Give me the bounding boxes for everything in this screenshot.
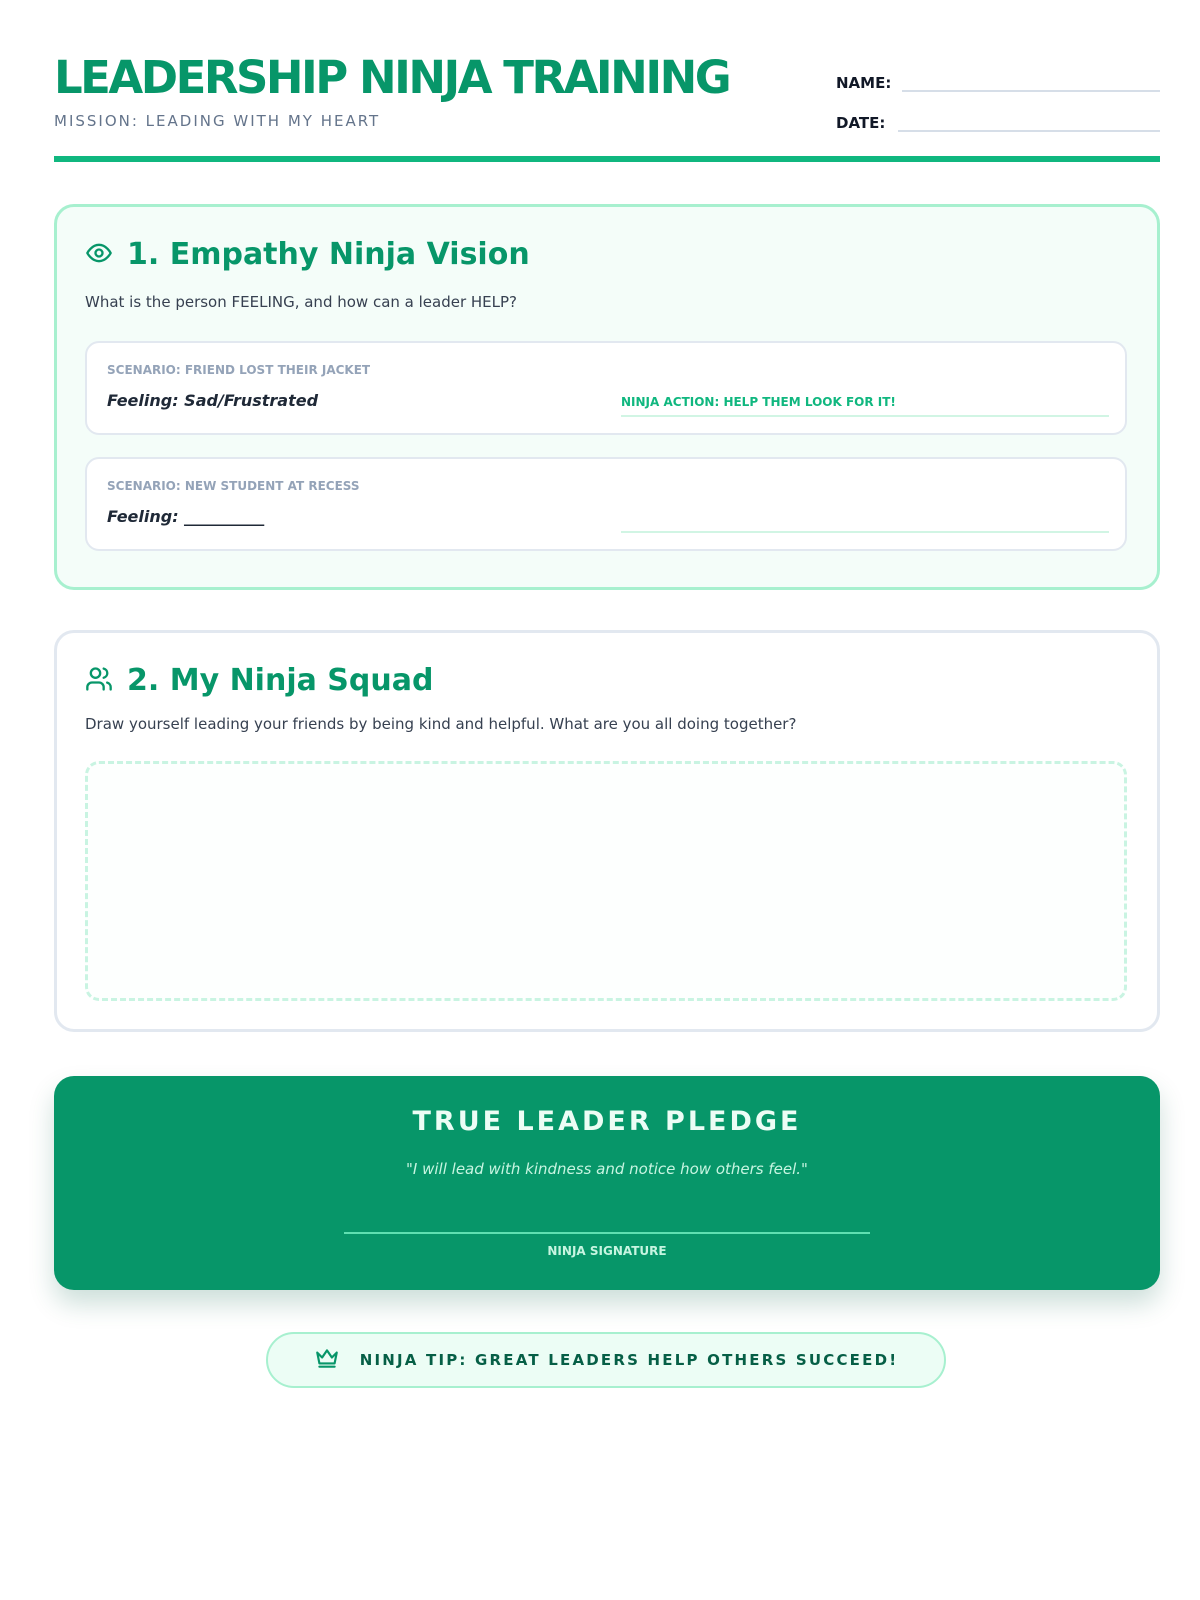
pledge-quote: "I will lead with kindness and notice how others feel." — [406, 1160, 808, 1178]
date-label: DATE: — [836, 114, 886, 132]
scenario-action-line[interactable] — [621, 511, 1109, 533]
drawing-area[interactable] — [85, 761, 1127, 1001]
scenario-label: SCENARIO: NEW STUDENT AT RECESS — [107, 479, 360, 493]
empathy-section-description: What is the person FEELING, and how can a leader HELP? — [85, 293, 518, 311]
name-input-line[interactable] — [902, 70, 1160, 92]
ninja-squad-section-title: 2. My Ninja Squad — [127, 663, 434, 698]
date-field — [836, 110, 1160, 132]
ninja-squad-section-header — [85, 663, 433, 698]
page-subtitle: MISSION: LEADING WITH MY HEART — [54, 112, 381, 130]
name-field — [836, 70, 1160, 92]
ninja-squad-section — [54, 630, 1160, 1032]
header-divider — [54, 156, 1160, 162]
empathy-section-title: 1. Empathy Ninja Vision — [127, 237, 530, 272]
worksheet-header — [54, 0, 1160, 164]
scenario-card-recess — [85, 457, 1127, 551]
crown-icon — [314, 1345, 360, 1375]
scenario-action-line[interactable]: NINJA ACTION: HELP THEM LOOK FOR IT! — [621, 395, 1109, 417]
signature-label: NINJA SIGNATURE — [547, 1244, 667, 1258]
scenario-feeling: Feeling: Sad/Frustrated — [107, 391, 319, 410]
leader-pledge-panel — [54, 1076, 1160, 1290]
scenario-card-jacket — [85, 341, 1127, 435]
scenario-feeling[interactable]: Feeling: __________ — [107, 507, 265, 526]
empathy-section — [54, 204, 1160, 590]
users-icon — [85, 665, 127, 697]
eye-icon — [85, 239, 127, 271]
signature-line[interactable] — [344, 1232, 870, 1234]
ninja-squad-section-description: Draw yourself leading your friends by being kind and helpful. What are you all doing together? — [85, 715, 797, 733]
ninja-tip-banner — [266, 1332, 946, 1388]
ninja-tip-text: NINJA TIP: GREAT LEADERS HELP OTHERS SUCCEED! — [359, 1351, 899, 1369]
page-title: LEADERSHIP NINJA TRAINING — [54, 51, 730, 104]
date-input-line[interactable] — [898, 110, 1160, 132]
empathy-section-header — [85, 237, 530, 272]
scenario-label: SCENARIO: FRIEND LOST THEIR JACKET — [107, 363, 371, 377]
worksheet-page — [54, 0, 1160, 1369]
name-label: NAME: — [836, 74, 892, 92]
pledge-title: TRUE LEADER PLEDGE — [412, 1106, 802, 1137]
